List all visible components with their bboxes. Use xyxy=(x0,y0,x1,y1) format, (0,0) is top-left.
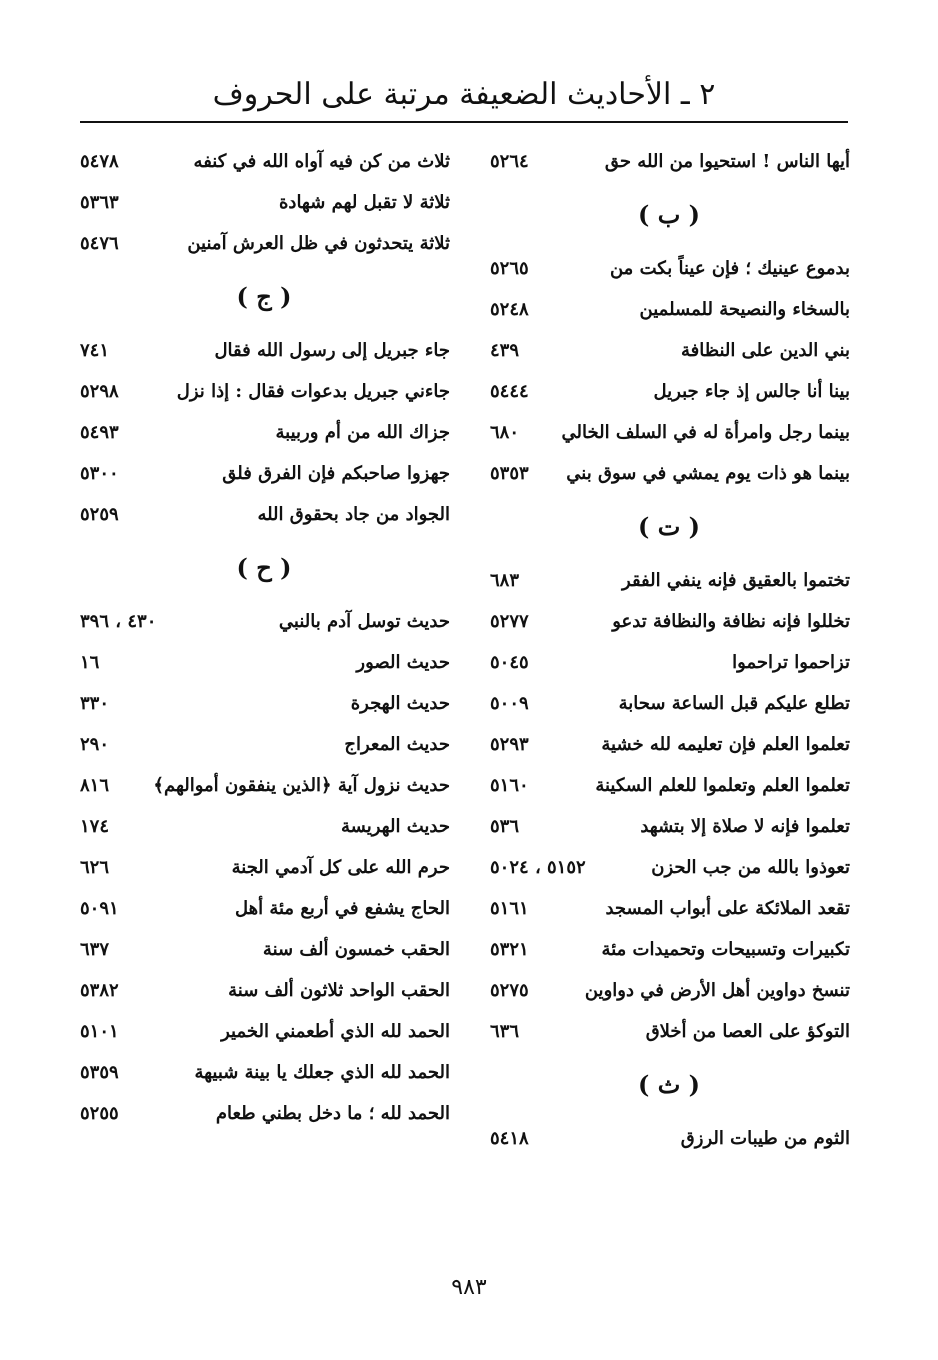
index-entry xyxy=(488,605,850,646)
index-entry xyxy=(78,1015,450,1056)
hadith-text: جاءني جبريل بدعوات فقال : إذا نزل xyxy=(176,381,450,402)
index-entry xyxy=(78,334,450,375)
section-heading xyxy=(488,498,850,564)
hadith-number: ٥٢٩٣ xyxy=(490,734,529,755)
hadith-text: ثلاثة يتحدثون في ظل العرش آمنين xyxy=(187,233,450,254)
hadith-text: تعوذوا بالله من جب الحزن xyxy=(651,857,850,878)
section-heading-label: ( ج ) xyxy=(236,282,292,311)
hadith-text: الحقب خمسون ألف سنة xyxy=(262,939,450,960)
hadith-text: الحقب الواحد ثلاثون ألف سنة xyxy=(228,980,450,1001)
hadith-text: التوكؤ على العصا من أخلاق xyxy=(645,1021,850,1042)
hadith-number: ٥٢٧٧ xyxy=(490,611,529,632)
hadith-number: ٣٣٠ xyxy=(80,693,110,714)
index-entry xyxy=(78,769,450,810)
hadith-text: جهزوا صاحبكم فإن الفرق فلق xyxy=(222,463,450,484)
index-entry xyxy=(488,687,850,728)
index-entry xyxy=(488,145,850,186)
hadith-text: بينما هو ذات يوم يمشي في سوق بني xyxy=(566,463,850,484)
hadith-number: ٥١٥٢ ، ٥٠٢٤ xyxy=(490,857,586,878)
index-entry xyxy=(488,252,850,293)
hadith-text: تطلع عليكم قبل الساعة سحابة xyxy=(618,693,850,714)
hadith-number: ٦٢٦ xyxy=(80,857,110,878)
hadith-text: تعلموا فإنه لا صلاة إلا بتشهد xyxy=(640,816,850,837)
page-header: ٢ ـ الأحاديث الضعيفة مرتبة على الحروف xyxy=(212,77,716,112)
index-entry xyxy=(488,457,850,498)
header-rule xyxy=(80,121,848,123)
section-heading-label: ( ت ) xyxy=(637,512,700,541)
hadith-text: تعلموا العلم وتعلموا للعلم السكينة xyxy=(595,775,850,796)
hadith-text: حديث المعراج xyxy=(344,734,450,755)
hadith-text: ثلاث من كن فيه آواه الله في كنفه xyxy=(193,151,450,172)
page-number: ٩٨٣ xyxy=(451,1275,487,1300)
hadith-number: ٥٣٢١ xyxy=(490,939,529,960)
hadith-text: تختموا بالعقيق فإنه ينفي الفقر xyxy=(622,570,850,591)
hadith-text: تنسخ دواوين أهل الأرض في دواوين xyxy=(584,980,850,1001)
index-entry xyxy=(488,334,850,375)
hadith-text: بني الدين على النظافة xyxy=(680,340,850,361)
hadith-text: جاء جبريل إلى رسول الله فقال xyxy=(214,340,450,361)
hadith-text: الحمد لله ؛ ما دخل بطني طعام xyxy=(215,1103,450,1124)
hadith-number: ٦٣٧ xyxy=(80,939,110,960)
hadith-text: حديث توسل آدم بالنبي xyxy=(278,611,450,632)
index-entry xyxy=(78,605,450,646)
hadith-number: ٥٠٩١ xyxy=(80,898,119,919)
hadith-text: بدموع عينيك ؛ فإن عيناً بكت من xyxy=(609,258,850,279)
hadith-number: ٦٨٠ xyxy=(490,422,520,443)
section-heading xyxy=(488,186,850,252)
section-heading xyxy=(488,1056,850,1122)
hadith-text: بينما رجل وامرأة له في السلف الخالي xyxy=(561,422,850,443)
hadith-number: ٥٤١٨ xyxy=(490,1128,529,1149)
index-entry xyxy=(488,1015,850,1056)
hadith-number: ٥٣٥٣ xyxy=(490,463,529,484)
hadith-text: حديث الهجرة xyxy=(350,693,450,714)
index-entry xyxy=(78,498,450,539)
hadith-text: حديث الهريسة xyxy=(341,816,450,837)
hadith-number: ١٧٤ xyxy=(80,816,110,837)
index-entry xyxy=(488,810,850,851)
hadith-text: جزاك الله من أم وربيبة xyxy=(275,422,450,443)
hadith-number: ٨١٦ xyxy=(80,775,110,796)
hadith-number: ٧٤١ xyxy=(80,340,110,361)
hadith-number: ٦٨٣ xyxy=(490,570,520,591)
hadith-text: تقعد الملائكة على أبواب المسجد xyxy=(605,898,850,919)
hadith-number: ١٦ xyxy=(80,652,100,673)
index-entry xyxy=(78,457,450,498)
hadith-text: حرم الله على كل آدمي الجنة xyxy=(231,857,450,878)
hadith-number: ٥٣٦٣ xyxy=(80,192,119,213)
section-heading-label: ( ث ) xyxy=(637,1070,700,1099)
section-heading xyxy=(78,268,450,334)
hadith-text: حديث الصور xyxy=(356,652,450,673)
right-column xyxy=(488,145,850,1163)
index-entry xyxy=(78,687,450,728)
hadith-number: ٥٤٩٣ xyxy=(80,422,119,443)
index-entry xyxy=(488,728,850,769)
hadith-text: تخللوا فإنه نظافة والنظافة تدعو xyxy=(612,611,850,632)
hadith-number: ٤٣٩ xyxy=(490,340,520,361)
index-entry xyxy=(78,728,450,769)
hadith-number: ٥٣٦ xyxy=(490,816,520,837)
hadith-number: ٥١٦١ xyxy=(490,898,529,919)
hadith-text: ثلاثة لا تقبل لهم شهادة xyxy=(279,192,450,213)
index-entry xyxy=(488,416,850,457)
hadith-text: تكبيرات وتسبيحات وتحميدات مئة xyxy=(601,939,850,960)
index-entry xyxy=(78,933,450,974)
index-entry xyxy=(488,1122,850,1163)
hadith-text: الحمد لله الذي أطعمني الخمير xyxy=(221,1021,450,1042)
hadith-number: ٥٠٠٩ xyxy=(490,693,529,714)
index-entry xyxy=(488,933,850,974)
index-entry xyxy=(78,416,450,457)
hadith-number: ٥٠٤٥ xyxy=(490,652,529,673)
index-entry xyxy=(78,974,450,1015)
index-entry xyxy=(78,1056,450,1097)
hadith-text: بالسخاء والنصيحة للمسلمين xyxy=(639,299,850,320)
index-entry xyxy=(78,375,450,416)
section-heading-label: ( ح ) xyxy=(236,553,292,582)
index-entry xyxy=(78,851,450,892)
index-entry xyxy=(488,375,850,416)
hadith-text: الجواد من جاد بحقوق الله xyxy=(257,504,450,525)
hadith-number: ٥٢٤٨ xyxy=(490,299,529,320)
index-entry xyxy=(78,186,450,227)
hadith-number: ٥٢٥٩ xyxy=(80,504,119,525)
section-heading xyxy=(78,539,450,605)
index-entry xyxy=(78,892,450,933)
index-entry xyxy=(78,227,450,268)
index-entry xyxy=(488,892,850,933)
hadith-number: ٥٢٧٥ xyxy=(490,980,529,1001)
hadith-number: ٥٢٩٨ xyxy=(80,381,119,402)
hadith-text: حديث نزول آية ﴿الذين ينفقون أموالهم﴾ xyxy=(153,775,450,796)
hadith-number: ٤٣٠ ، ٣٩٦ xyxy=(80,611,157,632)
index-entry xyxy=(488,293,850,334)
hadith-number: ٥٤٧٦ xyxy=(80,233,119,254)
hadith-number: ٥٣٠٠ xyxy=(80,463,119,484)
hadith-text: الحمد لله الذي جعلك يا بينة شبيهة xyxy=(194,1062,450,1083)
hadith-number: ٥١٠١ xyxy=(80,1021,119,1042)
index-entry xyxy=(78,646,450,687)
hadith-number: ٥١٦٠ xyxy=(490,775,529,796)
section-heading-label: ( ب ) xyxy=(637,200,700,229)
index-entry xyxy=(78,810,450,851)
hadith-number: ٥٢٥٥ xyxy=(80,1103,119,1124)
hadith-number: ٥٣٨٢ xyxy=(80,980,119,1001)
hadith-number: ٥٣٥٩ xyxy=(80,1062,119,1083)
index-entry xyxy=(488,851,850,892)
hadith-text: الثوم من طيبات الرزق xyxy=(680,1128,850,1149)
left-column xyxy=(78,145,450,1138)
hadith-number: ٥٢٦٤ xyxy=(490,151,529,172)
hadith-number: ٥٤٤٤ xyxy=(490,381,529,402)
hadith-number: ٢٩٠ xyxy=(80,734,110,755)
hadith-text: تعلموا العلم فإن تعليمه لله خشية xyxy=(601,734,850,755)
hadith-text: تزاحموا تراحموا xyxy=(732,652,850,673)
index-entry xyxy=(488,564,850,605)
hadith-text: أيها الناس ! استحيوا من الله حق xyxy=(604,151,850,172)
index-entry xyxy=(78,1097,450,1138)
index-entry xyxy=(78,145,450,186)
index-entry xyxy=(488,646,850,687)
index-entry xyxy=(488,769,850,810)
hadith-number: ٥٤٧٨ xyxy=(80,151,119,172)
hadith-text: الحاج يشفع في أربع مئة أهل xyxy=(234,898,450,919)
hadith-number: ٦٣٦ xyxy=(490,1021,520,1042)
hadith-number: ٥٢٦٥ xyxy=(490,258,529,279)
hadith-text: بينا أنا جالس إذ جاء جبريل xyxy=(653,381,850,402)
index-entry xyxy=(488,974,850,1015)
